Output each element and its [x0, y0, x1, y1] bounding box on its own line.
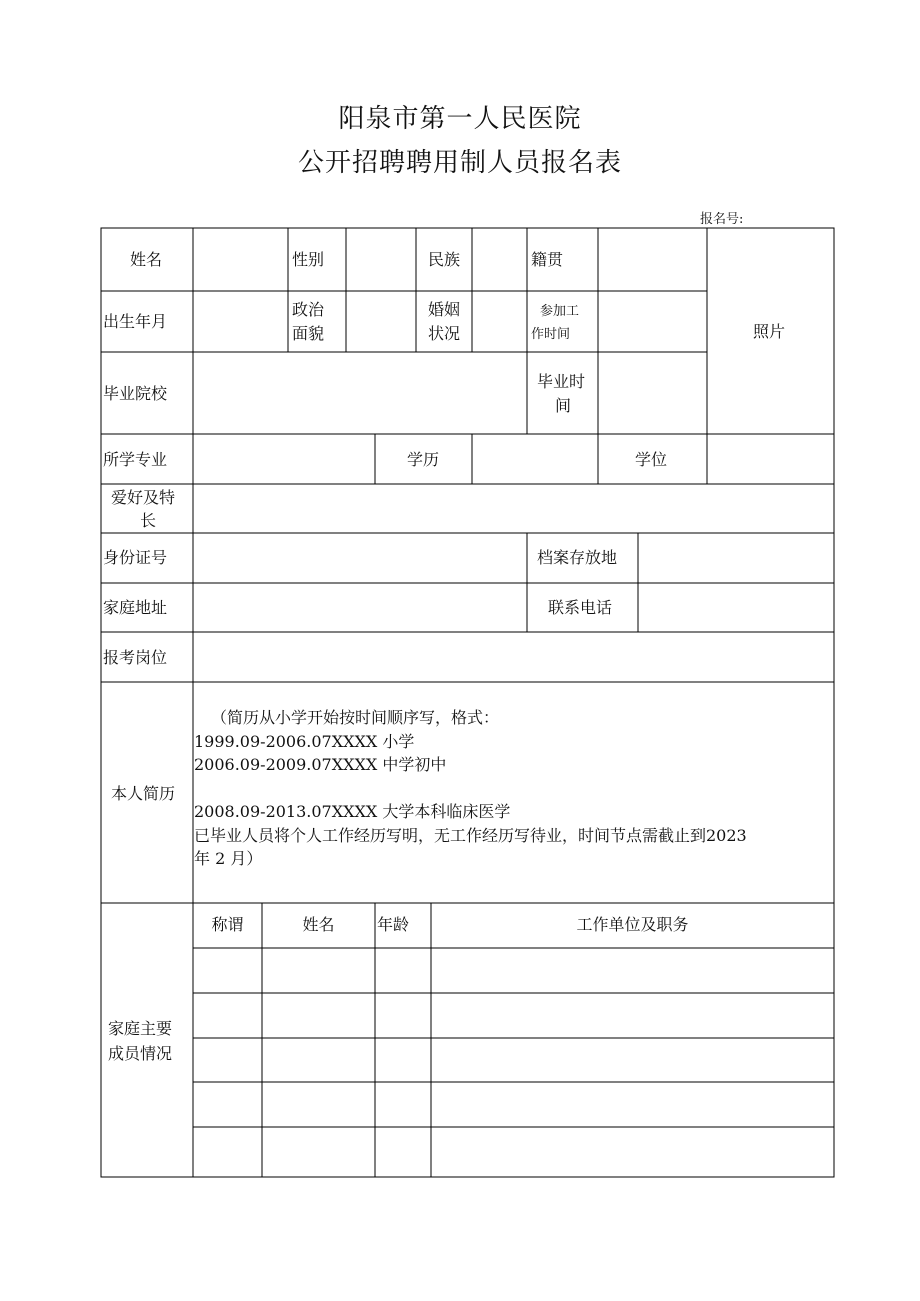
page-title: 阳泉市第一人民医院	[338, 104, 582, 134]
family-col-work: 工作单位及职务	[576, 915, 689, 934]
family-row[interactable]	[194, 949, 834, 992]
major-field[interactable]	[194, 435, 374, 483]
resume-note: 年 2 月）	[194, 849, 263, 868]
education-label: 学历	[407, 450, 440, 469]
degree-field[interactable]	[708, 435, 833, 483]
family-row[interactable]	[194, 994, 834, 1037]
birth-date-label: 出生年月	[103, 312, 168, 331]
resume-label: 本人简历	[111, 784, 176, 803]
school-field[interactable]	[194, 353, 526, 433]
resume-text[interactable]	[194, 706, 834, 871]
family-col-name: 姓名	[302, 915, 335, 934]
birth-date-field[interactable]	[194, 292, 287, 351]
archive-location-field[interactable]	[639, 534, 833, 582]
family-label-line1: 家庭主要	[107, 1019, 172, 1038]
major-label: 所学专业	[103, 450, 168, 469]
photo-label: 照片	[753, 322, 786, 341]
position-field[interactable]	[194, 633, 833, 681]
family-row[interactable]	[194, 1083, 834, 1126]
political-status-label-line2: 面貌	[292, 324, 325, 343]
name-label: 姓名	[130, 250, 163, 269]
hobbies-field[interactable]	[194, 485, 833, 532]
marital-status-label-line2: 状况	[428, 324, 461, 343]
native-place-label: 籍贯	[531, 250, 564, 269]
page-subtitle: 公开招聘聘用制人员报名表	[297, 148, 622, 178]
grad-time-label-line1: 毕业时	[537, 372, 586, 391]
political-status-label-line1: 政治	[292, 300, 325, 319]
hobbies-label-line2: 长	[140, 511, 157, 530]
id-number-field[interactable]	[194, 534, 526, 582]
resume-line: 2008.09-2013.07XXXX 大学本科临床医学	[194, 802, 511, 821]
degree-label: 学位	[635, 450, 668, 469]
home-address-label: 家庭地址	[103, 598, 168, 617]
id-number-label: 身份证号	[103, 548, 168, 567]
work-start-label-line1: 参加工	[540, 304, 580, 319]
hobbies-label-line1: 爱好及特	[111, 488, 176, 507]
work-start-field[interactable]	[599, 292, 706, 351]
ethnicity-label: 民族	[428, 250, 461, 269]
marital-status-label-line1: 婚姻	[428, 300, 461, 319]
home-address-field[interactable]	[194, 584, 526, 631]
resume-line: 2006.09-2009.07XXXX 中学初中	[194, 755, 447, 774]
family-row[interactable]	[194, 1128, 834, 1176]
family-col-age: 年龄	[376, 915, 409, 934]
phone-label: 联系电话	[548, 598, 613, 617]
marital-status-field[interactable]	[473, 292, 526, 351]
work-start-label-line2: 作时间	[531, 327, 571, 342]
grad-time-label-line2: 间	[555, 396, 572, 415]
native-place-field[interactable]	[599, 229, 706, 290]
name-field[interactable]	[194, 229, 287, 290]
education-field[interactable]	[473, 435, 597, 483]
registration-number-label: 报名号:	[700, 212, 744, 227]
phone-field[interactable]	[639, 584, 833, 631]
grad-time-field[interactable]	[599, 353, 706, 433]
family-col-relation: 称谓	[211, 915, 244, 934]
gender-label: 性别	[292, 250, 325, 269]
political-status-field[interactable]	[347, 292, 415, 351]
family-label-line2: 成员情况	[107, 1044, 172, 1063]
position-label: 报考岗位	[103, 648, 168, 667]
resume-line: 1999.09-2006.07XXXX 小学	[194, 731, 415, 751]
school-label: 毕业院校	[103, 384, 168, 403]
resume-note: 已毕业人员将个人工作经历写明，无工作经历写待业，时间节点需截止到2023	[194, 825, 747, 845]
family-row[interactable]	[194, 1039, 834, 1081]
ethnicity-field[interactable]	[473, 229, 526, 290]
gender-field[interactable]	[347, 229, 415, 290]
resume-intro: （简历从小学开始按时间顺序写，格式：	[211, 708, 500, 727]
archive-location-label: 档案存放地	[537, 548, 618, 567]
